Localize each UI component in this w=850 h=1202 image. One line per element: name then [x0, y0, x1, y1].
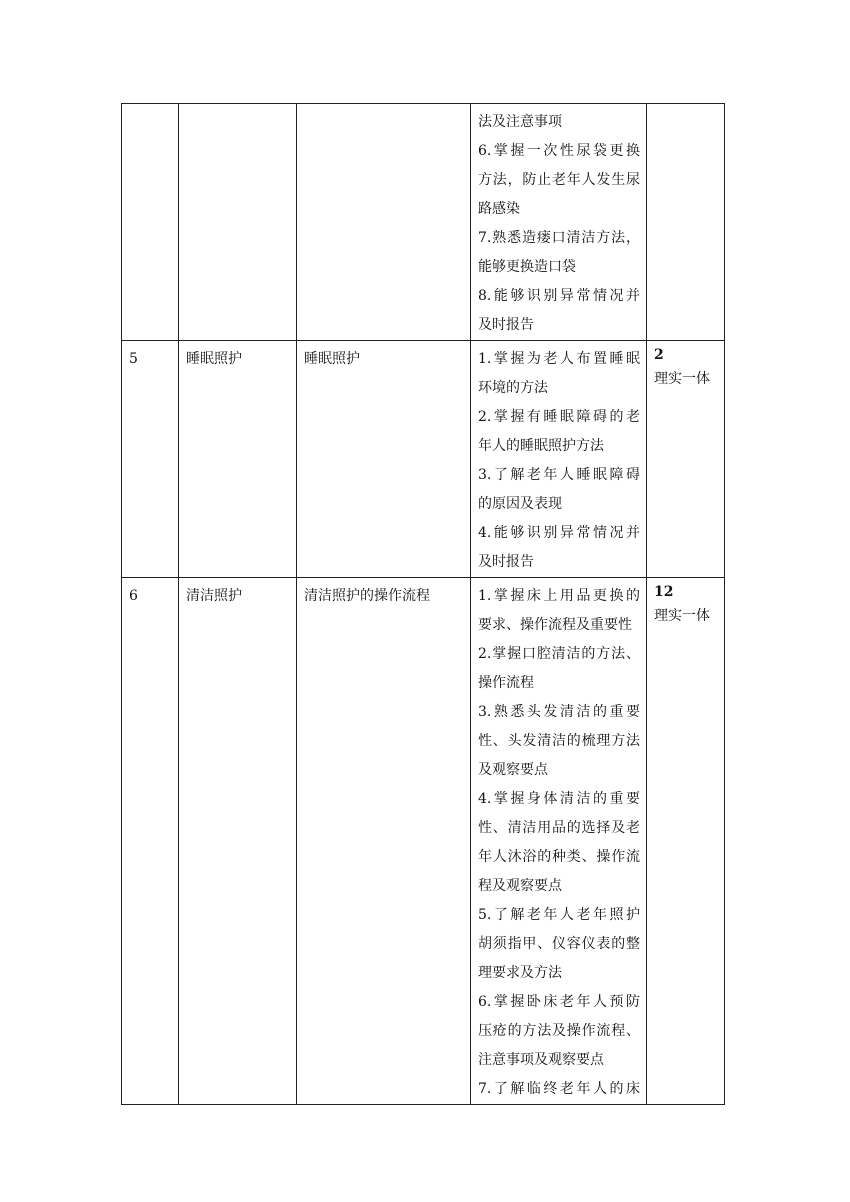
- requirement-line: 6.掌握卧床老年人预防: [478, 994, 640, 1010]
- cell-index: [122, 104, 179, 341]
- table-row: [122, 104, 725, 341]
- requirement-line: 法及注意事项: [478, 114, 562, 130]
- requirement-line: 程及观察要点: [478, 878, 562, 894]
- requirement-line: 及观察要点: [478, 762, 548, 778]
- requirement-line: 的原因及表现: [478, 496, 562, 512]
- requirement-line: 4.能够识别异常情况并: [478, 525, 640, 541]
- requirement-line: 1.掌握床上用品更换的: [478, 588, 640, 604]
- cell-requirements: [471, 341, 647, 578]
- cell-hours-mode: [647, 341, 725, 578]
- requirement-line: 能够更换造口袋: [478, 259, 576, 275]
- requirement-line: 2.掌握口腔清洁的方法、: [478, 646, 640, 662]
- requirement-line: 胡须指甲、仪容仪表的整: [478, 936, 640, 952]
- cell-module: 睡眠照护: [179, 341, 297, 578]
- cell-requirements: [471, 578, 647, 1105]
- requirement-line: 性、头发清洁的梳理方法: [478, 733, 640, 749]
- requirement-line: 要求、操作流程及重要性: [478, 617, 632, 633]
- cell-content: [297, 104, 471, 341]
- requirement-line: 4.掌握身体清洁的重要: [478, 791, 640, 807]
- table-row: [122, 578, 725, 1105]
- requirement-line: 路感染: [478, 201, 520, 217]
- teaching-mode: 理实一体: [654, 608, 710, 624]
- requirement-line: 7.熟悉造瘘口清洁方法，: [478, 230, 640, 246]
- requirement-line: 3.熟悉头发清洁的重要: [478, 704, 640, 720]
- teaching-mode: 理实一体: [654, 371, 710, 387]
- requirement-line: 性、清洁用品的选择及老: [478, 820, 640, 836]
- requirement-line: 3.了解老年人睡眠障碍: [478, 467, 640, 483]
- cell-hours-mode: [647, 578, 725, 1105]
- cell-module: 清洁照护: [179, 578, 297, 1105]
- cell-index: 6: [122, 578, 179, 1105]
- table-body: [122, 104, 725, 1105]
- requirement-line: 方法，防止老年人发生尿: [478, 172, 640, 188]
- cell-content: 清洁照护的操作流程: [297, 578, 471, 1105]
- requirement-line: 2.掌握有睡眠障碍的老: [478, 409, 640, 425]
- table-row: [122, 341, 725, 578]
- requirement-line: 1.掌握为老人布置睡眠: [478, 351, 640, 367]
- requirement-line: 5.了解老年人老年照护: [478, 907, 640, 923]
- hours-value: 2: [654, 347, 664, 363]
- requirement-line: 操作流程: [478, 675, 534, 691]
- requirement-line: 压疮的方法及操作流程、: [478, 1023, 640, 1039]
- cell-requirements: [471, 104, 647, 341]
- requirement-line: 理要求及方法: [478, 965, 562, 981]
- cell-content: 睡眠照护: [297, 341, 471, 578]
- requirement-line: 6.掌握一次性尿袋更换: [478, 143, 640, 159]
- requirement-line: 及时报告: [478, 554, 534, 570]
- cell-hours-mode: [647, 104, 725, 341]
- requirement-line: 7.了解临终老年人的床: [478, 1081, 640, 1097]
- curriculum-table: [121, 103, 725, 1105]
- cell-index: 5: [122, 341, 179, 578]
- requirement-line: 8.能够识别异常情况并: [478, 288, 640, 304]
- hours-value: 12: [654, 584, 674, 600]
- requirement-line: 注意事项及观察要点: [478, 1052, 604, 1068]
- requirement-line: 及时报告: [478, 317, 534, 333]
- requirement-line: 年人的睡眠照护方法: [478, 438, 604, 454]
- requirement-line: 环境的方法: [478, 380, 548, 396]
- cell-module: [179, 104, 297, 341]
- requirement-line: 年人沐浴的种类、操作流: [478, 849, 640, 865]
